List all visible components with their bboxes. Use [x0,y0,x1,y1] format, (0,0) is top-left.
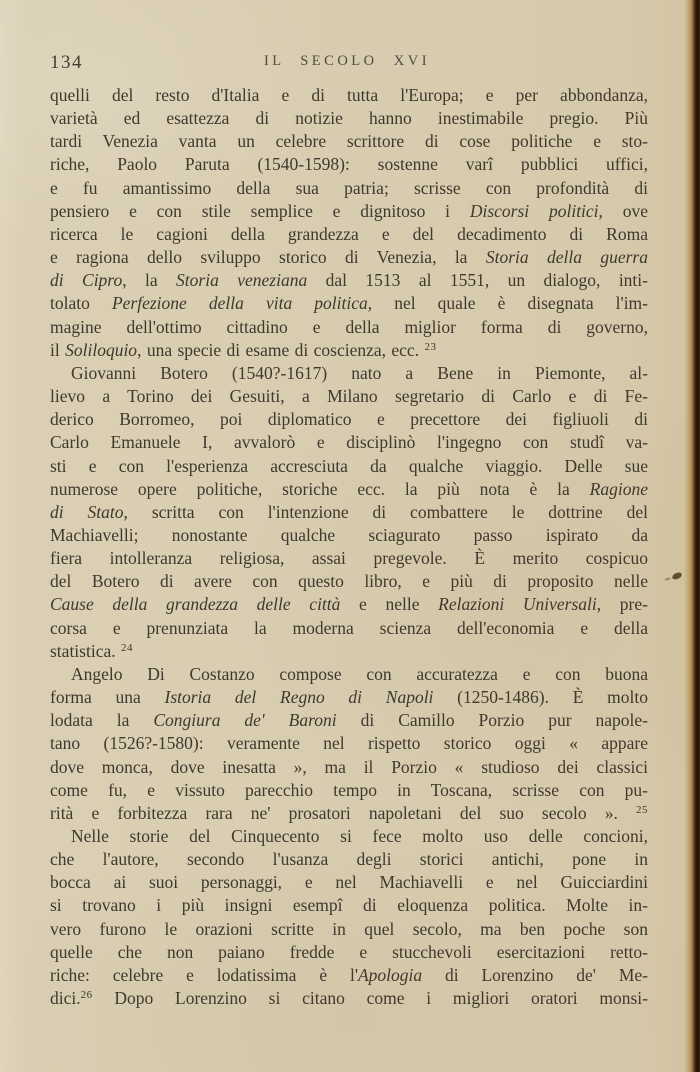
book-title-italic: Congiura de' Baroni [153,710,337,731]
footnote-reference: 25 [636,803,648,816]
book-title-italic: Ragione [589,478,648,499]
text-line: varietà ed esattezza di notizie hanno inestimabile pregio. Più [50,108,648,129]
text-line: statistica. $^{24}$ [50,640,133,661]
text-line: e ragiona dello sviluppo storico di Venezia, la Storia della guerra [50,247,648,268]
text-line: rità e forbitezza rara ne' prosatori napoletani del suo secolo ». $^{25}$ [50,802,648,823]
text-line: che l'autore, secondo l'usanza degli storici antichi, pone in [50,849,648,870]
text-line: riche, Paolo Paruta (1540-1598): sostenne varî pubblici uffici, [50,154,648,175]
book-title-italic: Istoria del Regno di Napoli [164,687,434,708]
paragraph [50,825,648,1010]
text-line: come fu, e vissuto parecchio tempo in Toscana, scrisse con pu- [50,779,648,800]
book-title-italic: Cause della grandezza delle città [50,594,341,615]
text-line: tardi Venezia vanta un celebre scrittore di cose politiche e sto- [50,131,648,152]
paragraph [50,84,648,362]
text-line: lievo a Torino dei Gesuiti, a Milano segretario di Carlo e di Fe- [50,386,648,407]
text-line: quelle che non paiano fredde e stucchevoli esercitazioni retto- [50,941,648,962]
book-title-italic: Soliloquio [65,339,138,360]
footnote-reference: 26 [80,989,93,1002]
book-title-italic: Apologia [357,964,423,985]
text-line: lodata la Congiura de' Baroni di Camillo Porzio pur napole- [50,710,648,731]
text-line: Nelle storie del Cinquecento si fece molto uso delle concioni, [71,826,648,846]
book-title-italic: Perfezione della vita politica [111,293,368,314]
text-line: dove monca, dove inesatta », ma il Porzio « studioso dei classici [50,756,648,777]
ink-speck [671,572,682,581]
binding-edge-shadow [684,0,700,1072]
book-title-italic: di Cipro [50,270,123,291]
text-line: si trovano i più insigni esempî di eloquenza politica. Molte in- [50,895,648,916]
book-title-italic: Discorsi politici [469,200,599,221]
text-line: ricerca le cagioni della grandezza e del decadimento di Roma [50,223,648,244]
text-line: fiera intolleranza religiosa, assai pregevole. È merito cospicuo [50,548,648,569]
text-line: Angelo Di Costanzo compose con accuratezza e con buona [71,663,648,684]
text-block [50,84,648,1010]
text-line: tano (1526?-1580): veramente nel rispetto storico oggi « appare [50,733,648,754]
text-line: corsa e prenunziata la moderna scienza dell'economia e della [50,617,648,638]
text-line: del Botero di avere con questo libro, e più di proposito nelle [50,571,648,592]
running-head: IL SECOLO XVI [263,53,431,69]
book-title-italic: Relazioni Universali [438,594,597,615]
text-line: vero furono le orazioni scritte in quel secolo, ma ben poche son [50,918,648,939]
text-line: derico Borromeo, poi diplomatico e precettore dei figliuoli di [50,409,648,430]
text-line: pensiero e con stile semplice e dignitoso i Discorsi politici, ove [50,200,648,221]
text-line: di Cipro, la Storia veneziana dal 1513 al 1551, un dialogo, inti- [50,270,648,291]
text-line: forma una Istoria del Regno di Napoli (1250-1486). È molto [50,687,648,708]
paragraph [50,663,648,825]
text-line: Carlo Emanuele I, avvalorò e disciplinò l'ingegno con studî va- [50,432,648,453]
book-title-italic: di Stato [50,501,124,522]
text-line: bocca ai suoi personaggi, e nel Machiavelli e nel Guicciardini [50,872,648,893]
page-header [50,50,644,76]
page-number: 134 [50,52,83,73]
footnote-reference: 23 [424,340,437,353]
text-line: tolato Perfezione della vita politica, nel quale è disegnata l'im- [50,293,648,314]
footnote-reference: 24 [120,641,133,654]
text-line: di Stato, scritta con l'intenzione di combattere le dottrine del [50,501,648,522]
book-title-italic: Storia veneziana [176,270,308,291]
paragraph [50,362,648,663]
text-line: il Soliloquio, una specie di esame di coscienza, ecc. $^{23}$ [50,339,437,360]
text-line: riche: celebre e lodatissima è l'Apologia di Lorenzino de' Me- [50,964,648,985]
text-line: e fu amantissimo della sua patria; scrisse con profondità di [50,177,648,198]
text-line: sti e con l'esperienza accresciuta da qualche viaggio. Delle sue [50,455,648,476]
text-line: numerose opere politiche, storiche ecc. la più nota è la Ragione [50,478,648,499]
text-line: Cause della grandezza delle città e nelle Relazioni Universali, pre- [50,594,648,615]
text-line: quelli del resto d'Italia e di tutta l'Europa; e per abbondanza, [50,85,648,105]
text-line: dici.$^{26}$ Dopo Lorenzino si citano come i migliori oratori monsi- [50,988,648,1009]
book-title-italic: Storia della guerra [485,247,648,268]
text-line: Machiavelli; nonostante qualche sciagurato passo ispirato da [50,524,648,545]
text-line: magine dell'ottimo cittadino e della miglior forma di governo, [50,316,648,337]
text-line: Giovanni Botero (1540?-1617) nato a Bene in Piemonte, al- [71,362,648,383]
